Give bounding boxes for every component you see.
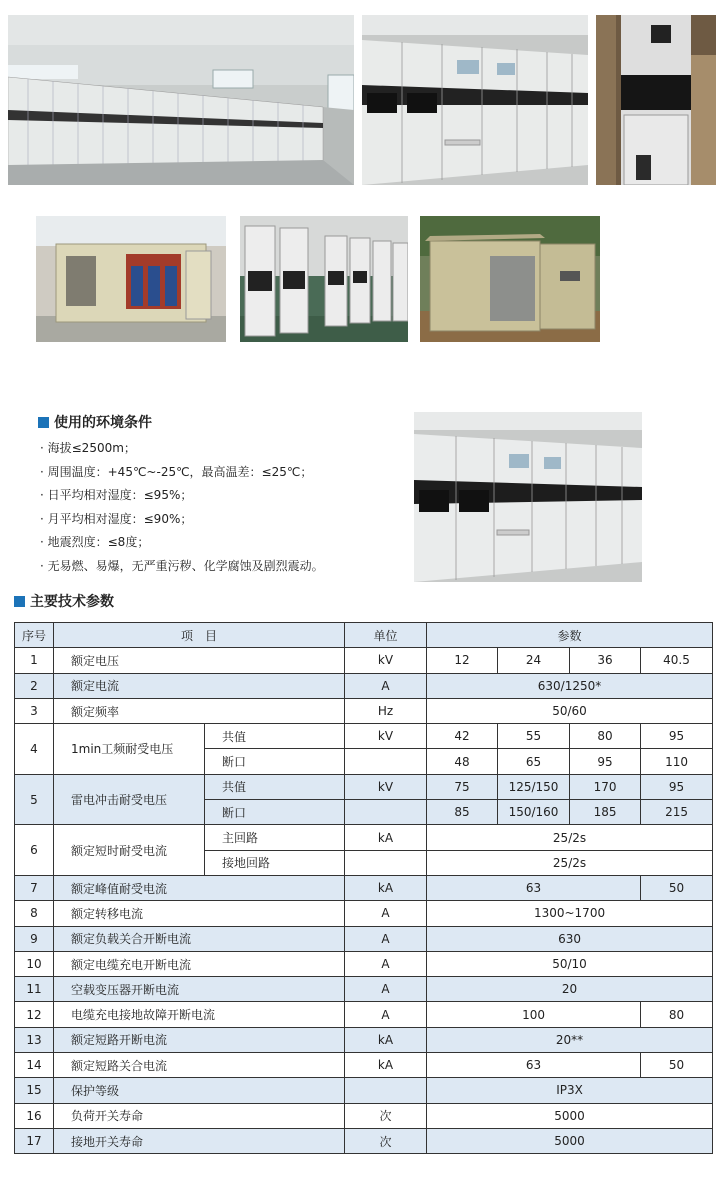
row-item: 额定电压: [54, 648, 345, 673]
row-unit: kV: [345, 648, 427, 673]
row-value: 12: [427, 648, 498, 673]
row-no: 3: [15, 698, 54, 723]
switchgear-row-photo: [362, 15, 588, 185]
table-row: [15, 875, 713, 900]
row-value: 36: [570, 648, 641, 673]
row-unit: A: [345, 901, 427, 926]
row-no: 9: [15, 926, 54, 951]
row-unit: 次: [345, 1103, 427, 1128]
row-item: 电缆充电接地故障开断电流: [54, 1002, 345, 1027]
row-unit: kA: [345, 875, 427, 900]
table-header-row: [15, 623, 713, 648]
row-unit: 次: [345, 1128, 427, 1153]
row-value: 150/160: [498, 800, 570, 825]
row-value: 80: [570, 724, 641, 749]
row-value: 55: [498, 724, 570, 749]
row-no: 15: [15, 1078, 54, 1103]
row-value: 48: [427, 749, 498, 774]
row-value: 75: [427, 774, 498, 799]
row-no: 4: [15, 724, 54, 775]
row-value: 20**: [427, 1027, 713, 1052]
row-unit: A: [345, 926, 427, 951]
row-no: 16: [15, 1103, 54, 1128]
row-item: 负荷开关寿命: [54, 1103, 345, 1128]
header-value: 参数: [427, 623, 713, 648]
table-row: [15, 1027, 713, 1052]
row-value: 5000: [427, 1128, 713, 1153]
row-item: 额定峰值耐受电流: [54, 875, 345, 900]
row-subitem: 断口: [205, 749, 345, 774]
table-row: [15, 1103, 713, 1128]
row-unit: [345, 1078, 427, 1103]
row-value: 630/1250*: [427, 673, 713, 698]
row-value: 50/60: [427, 698, 713, 723]
env-item: · 周围温度：+45℃~-25℃，最高温差：≤25℃；: [40, 464, 313, 479]
row-no: 17: [15, 1128, 54, 1153]
row-unit: [345, 749, 427, 774]
row-value: 100: [427, 1002, 641, 1027]
params-section-title: 主要技术参数: [14, 591, 114, 611]
row-value: 63: [427, 875, 641, 900]
env-item: · 地震烈度：≤8度；: [40, 535, 150, 550]
row-value: 95: [641, 724, 713, 749]
outdoor-enclosure-photo: [420, 216, 600, 342]
row-item: 1min工频耐受电压: [54, 724, 205, 775]
row-item: 雷电冲击耐受电压: [54, 774, 205, 825]
row-no: 14: [15, 1053, 54, 1078]
switchgear-cabinet-photo: [596, 15, 716, 185]
row-value: 80: [641, 1002, 713, 1027]
table-row: [15, 673, 713, 698]
header-item: 项 目: [54, 623, 345, 648]
row-value: 20: [427, 977, 713, 1002]
row-value: 65: [498, 749, 570, 774]
table-row: [15, 951, 713, 976]
header-no: 序号: [15, 623, 54, 648]
row-subitem: 共值: [205, 774, 345, 799]
row-value: 85: [427, 800, 498, 825]
env-item: · 月平均相对湿度：≤90%；: [40, 511, 193, 526]
row-item: 额定电缆充电开断电流: [54, 951, 345, 976]
table-row: [15, 977, 713, 1002]
table-row: [15, 901, 713, 926]
row-value: IP3X: [427, 1078, 713, 1103]
row-value: 1300~1700: [427, 901, 713, 926]
row-value: 170: [570, 774, 641, 799]
row-no: 12: [15, 1002, 54, 1027]
row-unit: kA: [345, 825, 427, 850]
row-value: 5000: [427, 1103, 713, 1128]
section-square-icon: [38, 417, 49, 428]
table-row: [15, 698, 713, 723]
row-item: 空载变压器开断电流: [54, 977, 345, 1002]
row-subitem: 主回路: [205, 825, 345, 850]
row-subitem: 共值: [205, 724, 345, 749]
switchgear-lineup-photo: [240, 216, 408, 342]
row-value: 25/2s: [427, 825, 713, 850]
row-value: 125/150: [498, 774, 570, 799]
row-value: 42: [427, 724, 498, 749]
row-item: 额定频率: [54, 698, 345, 723]
section-square-icon: [14, 596, 25, 607]
row-no: 5: [15, 774, 54, 825]
row-value: 50/10: [427, 951, 713, 976]
row-item: 额定短时耐受电流: [54, 825, 205, 876]
row-value: 110: [641, 749, 713, 774]
table-row: [15, 825, 713, 850]
env-item: · 海拔≤2500m；: [40, 441, 136, 455]
row-value: 24: [498, 648, 570, 673]
row-item: 额定电流: [54, 673, 345, 698]
row-unit: kA: [345, 1027, 427, 1052]
switchgear-room-photo: [8, 15, 354, 185]
table-row: [15, 1078, 713, 1103]
row-no: 13: [15, 1027, 54, 1052]
row-no: 11: [15, 977, 54, 1002]
row-no: 6: [15, 825, 54, 876]
row-value: 63: [427, 1053, 641, 1078]
row-unit: A: [345, 977, 427, 1002]
spec-table: [14, 622, 713, 1154]
row-unit: A: [345, 673, 427, 698]
row-value: 95: [641, 774, 713, 799]
table-row: [15, 1002, 713, 1027]
row-subitem: 接地回路: [205, 850, 345, 875]
row-no: 8: [15, 901, 54, 926]
env-item: · 无易燃、易爆，无严重污秽、化学腐蚀及剧烈震动。: [40, 558, 324, 573]
row-value: 40.5: [641, 648, 713, 673]
row-value: 185: [570, 800, 641, 825]
row-item: 额定转移电流: [54, 901, 345, 926]
row-item: 额定短路关合电流: [54, 1053, 345, 1078]
row-item: 额定负载关合开断电流: [54, 926, 345, 951]
row-value: 630: [427, 926, 713, 951]
row-unit: [345, 850, 427, 875]
table-row: [15, 724, 713, 749]
env-section-title: 使用的环境条件: [38, 412, 152, 432]
table-row: [15, 1128, 713, 1153]
row-item: 保护等级: [54, 1078, 345, 1103]
row-subitem: 断口: [205, 800, 345, 825]
row-value: 95: [570, 749, 641, 774]
switchgear-closeup-photo: [414, 412, 642, 582]
table-row: [15, 1053, 713, 1078]
row-no: 7: [15, 875, 54, 900]
header-unit: 单位: [345, 623, 427, 648]
row-no: 2: [15, 673, 54, 698]
row-value: 215: [641, 800, 713, 825]
row-unit: A: [345, 951, 427, 976]
row-item: 接地开关寿命: [54, 1128, 345, 1153]
env-item: · 日平均相对湿度：≤95%；: [40, 488, 193, 503]
row-no: 1: [15, 648, 54, 673]
row-unit: [345, 800, 427, 825]
row-no: 10: [15, 951, 54, 976]
table-row: [15, 648, 713, 673]
row-unit: kV: [345, 774, 427, 799]
row-unit: Hz: [345, 698, 427, 723]
row-unit: kA: [345, 1053, 427, 1078]
row-item: 额定短路开断电流: [54, 1027, 345, 1052]
env-conditions-list: [40, 437, 324, 579]
row-value: 50: [641, 1053, 713, 1078]
row-unit: A: [345, 1002, 427, 1027]
box-substation-photo: [36, 216, 226, 342]
row-value: 25/2s: [427, 850, 713, 875]
row-unit: kV: [345, 724, 427, 749]
row-value: 50: [641, 875, 713, 900]
table-row: [15, 926, 713, 951]
table-row: [15, 774, 713, 799]
